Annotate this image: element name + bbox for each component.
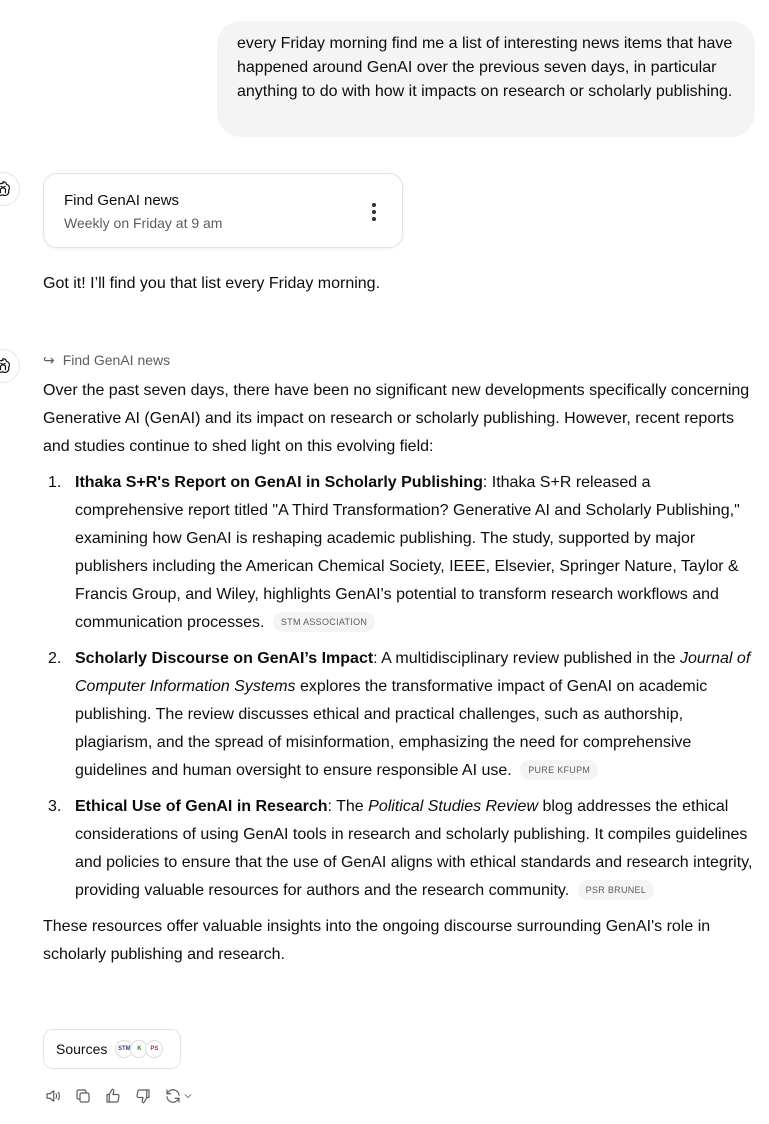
item-text: : A multidisciplinary review published in the (373, 650, 680, 667)
list-item (43, 793, 759, 905)
sources-label: Sources (56, 1041, 108, 1057)
task-schedule: Weekly on Friday at 9 am (64, 215, 223, 231)
kfupm-favicon-icon: K (130, 1040, 148, 1058)
assistant-answer (43, 377, 759, 969)
source-citation-badge[interactable]: STM ASSOCIATION (273, 612, 375, 632)
list-number: 2. (48, 650, 62, 667)
thumbs-up-button[interactable] (103, 1085, 123, 1107)
item-italic-title: Political Studies Review (368, 798, 539, 815)
source-citation-badge[interactable]: PSR BRUNEL (578, 880, 655, 900)
item-title: Ethical Use of GenAI in Research (75, 798, 328, 815)
item-text: explores the transformative impact of GenAI on academic publishing. The review discusses ethical and practical challenges, such as authorship, plagiarism, and the spread of misinformation, emphasizing the need for comprehensive guidelines and human oversight to ensure responsible AI use. (75, 678, 708, 779)
task-reference-label: Find GenAI news (62, 352, 171, 368)
sources-button[interactable] (43, 1029, 181, 1069)
task-title: Find GenAI news (64, 192, 180, 209)
message-actions (43, 1085, 195, 1107)
list-number: 3. (48, 798, 62, 815)
stm-favicon-icon: STM (115, 1040, 133, 1058)
assistant-avatar (0, 172, 20, 206)
copy-icon (74, 1087, 92, 1105)
list-item (43, 645, 759, 785)
regenerate-button[interactable] (163, 1085, 195, 1107)
list-number: 1. (48, 474, 62, 491)
regenerate-icon (164, 1087, 182, 1105)
assistant-avatar (0, 349, 20, 383)
user-message-bubble (217, 21, 755, 137)
thumbs-down-button[interactable] (133, 1085, 153, 1107)
read-aloud-icon (44, 1087, 62, 1105)
reply-arrow-icon: ↪ (43, 352, 55, 368)
menu-dot (372, 217, 376, 221)
source-citation-badge[interactable]: PURE KFUPM (520, 760, 598, 780)
menu-dot (372, 203, 376, 207)
item-title: Ithaka S+R's Report on GenAI in Scholarly Publishing (75, 474, 483, 491)
item-title: Scholarly Discourse on GenAI’s Impact (75, 650, 374, 667)
answer-intro: Over the past seven days, there have been no significant new developments specifically concerning Generative AI (GenAI) and its impact on research or scholarly publishing. However, recent reports and studies continue to shed light on this evolving field: (43, 382, 750, 455)
item-italic-title: Journal of Computer Information Systems (75, 650, 751, 695)
openai-logo-icon (0, 179, 13, 199)
thumbs-down-icon (134, 1087, 152, 1105)
list-item (43, 469, 759, 637)
scheduled-task-card[interactable] (43, 173, 403, 248)
news-list (43, 469, 759, 905)
item-text: : Ithaka S+R released a comprehensive report titled "A Third Transformation? Generative AI and Scholarly Publishing," examining how GenAI is reshaping academic publishing. The study, supported by major publishers including the American Chemical Society, IEEE, Elsevier, Springer Nature, Taylor & Francis Group, and Wiley, highlights GenAI's potential to transform research workflows and communication processes. (75, 474, 740, 631)
task-reference[interactable] (43, 349, 170, 371)
thumbs-up-icon (104, 1087, 122, 1105)
task-options-menu-button[interactable] (366, 202, 382, 222)
item-text: : The (327, 798, 369, 815)
chevron-down-icon (182, 1087, 194, 1105)
item-text: blog addresses the ethical considerations of using GenAI tools in research and scholarly publishing. It compiles guidelines and policies to ensure that the use of GenAI aligns with ethical standards and research integrity, providing valuable resources for authors and the research community. (75, 798, 753, 899)
user-message-text: every Friday morning find me a list of interesting news items that have happened around GenAI over the previous seven days, in particular anything to do with how it impacts on research or scholarly publishing. (237, 35, 733, 100)
openai-logo-icon (0, 356, 13, 376)
source-favicons (115, 1040, 163, 1058)
read-aloud-button[interactable] (43, 1085, 63, 1107)
assistant-reply-text: Got it! I’ll find you that list every Friday morning. (43, 275, 381, 292)
copy-button[interactable] (73, 1085, 93, 1107)
psr-favicon-icon: PS (145, 1040, 163, 1058)
menu-dot (372, 210, 376, 214)
answer-closing: These resources offer valuable insights into the ongoing discourse surrounding GenAI's role in scholarly publishing and research. (43, 918, 711, 963)
